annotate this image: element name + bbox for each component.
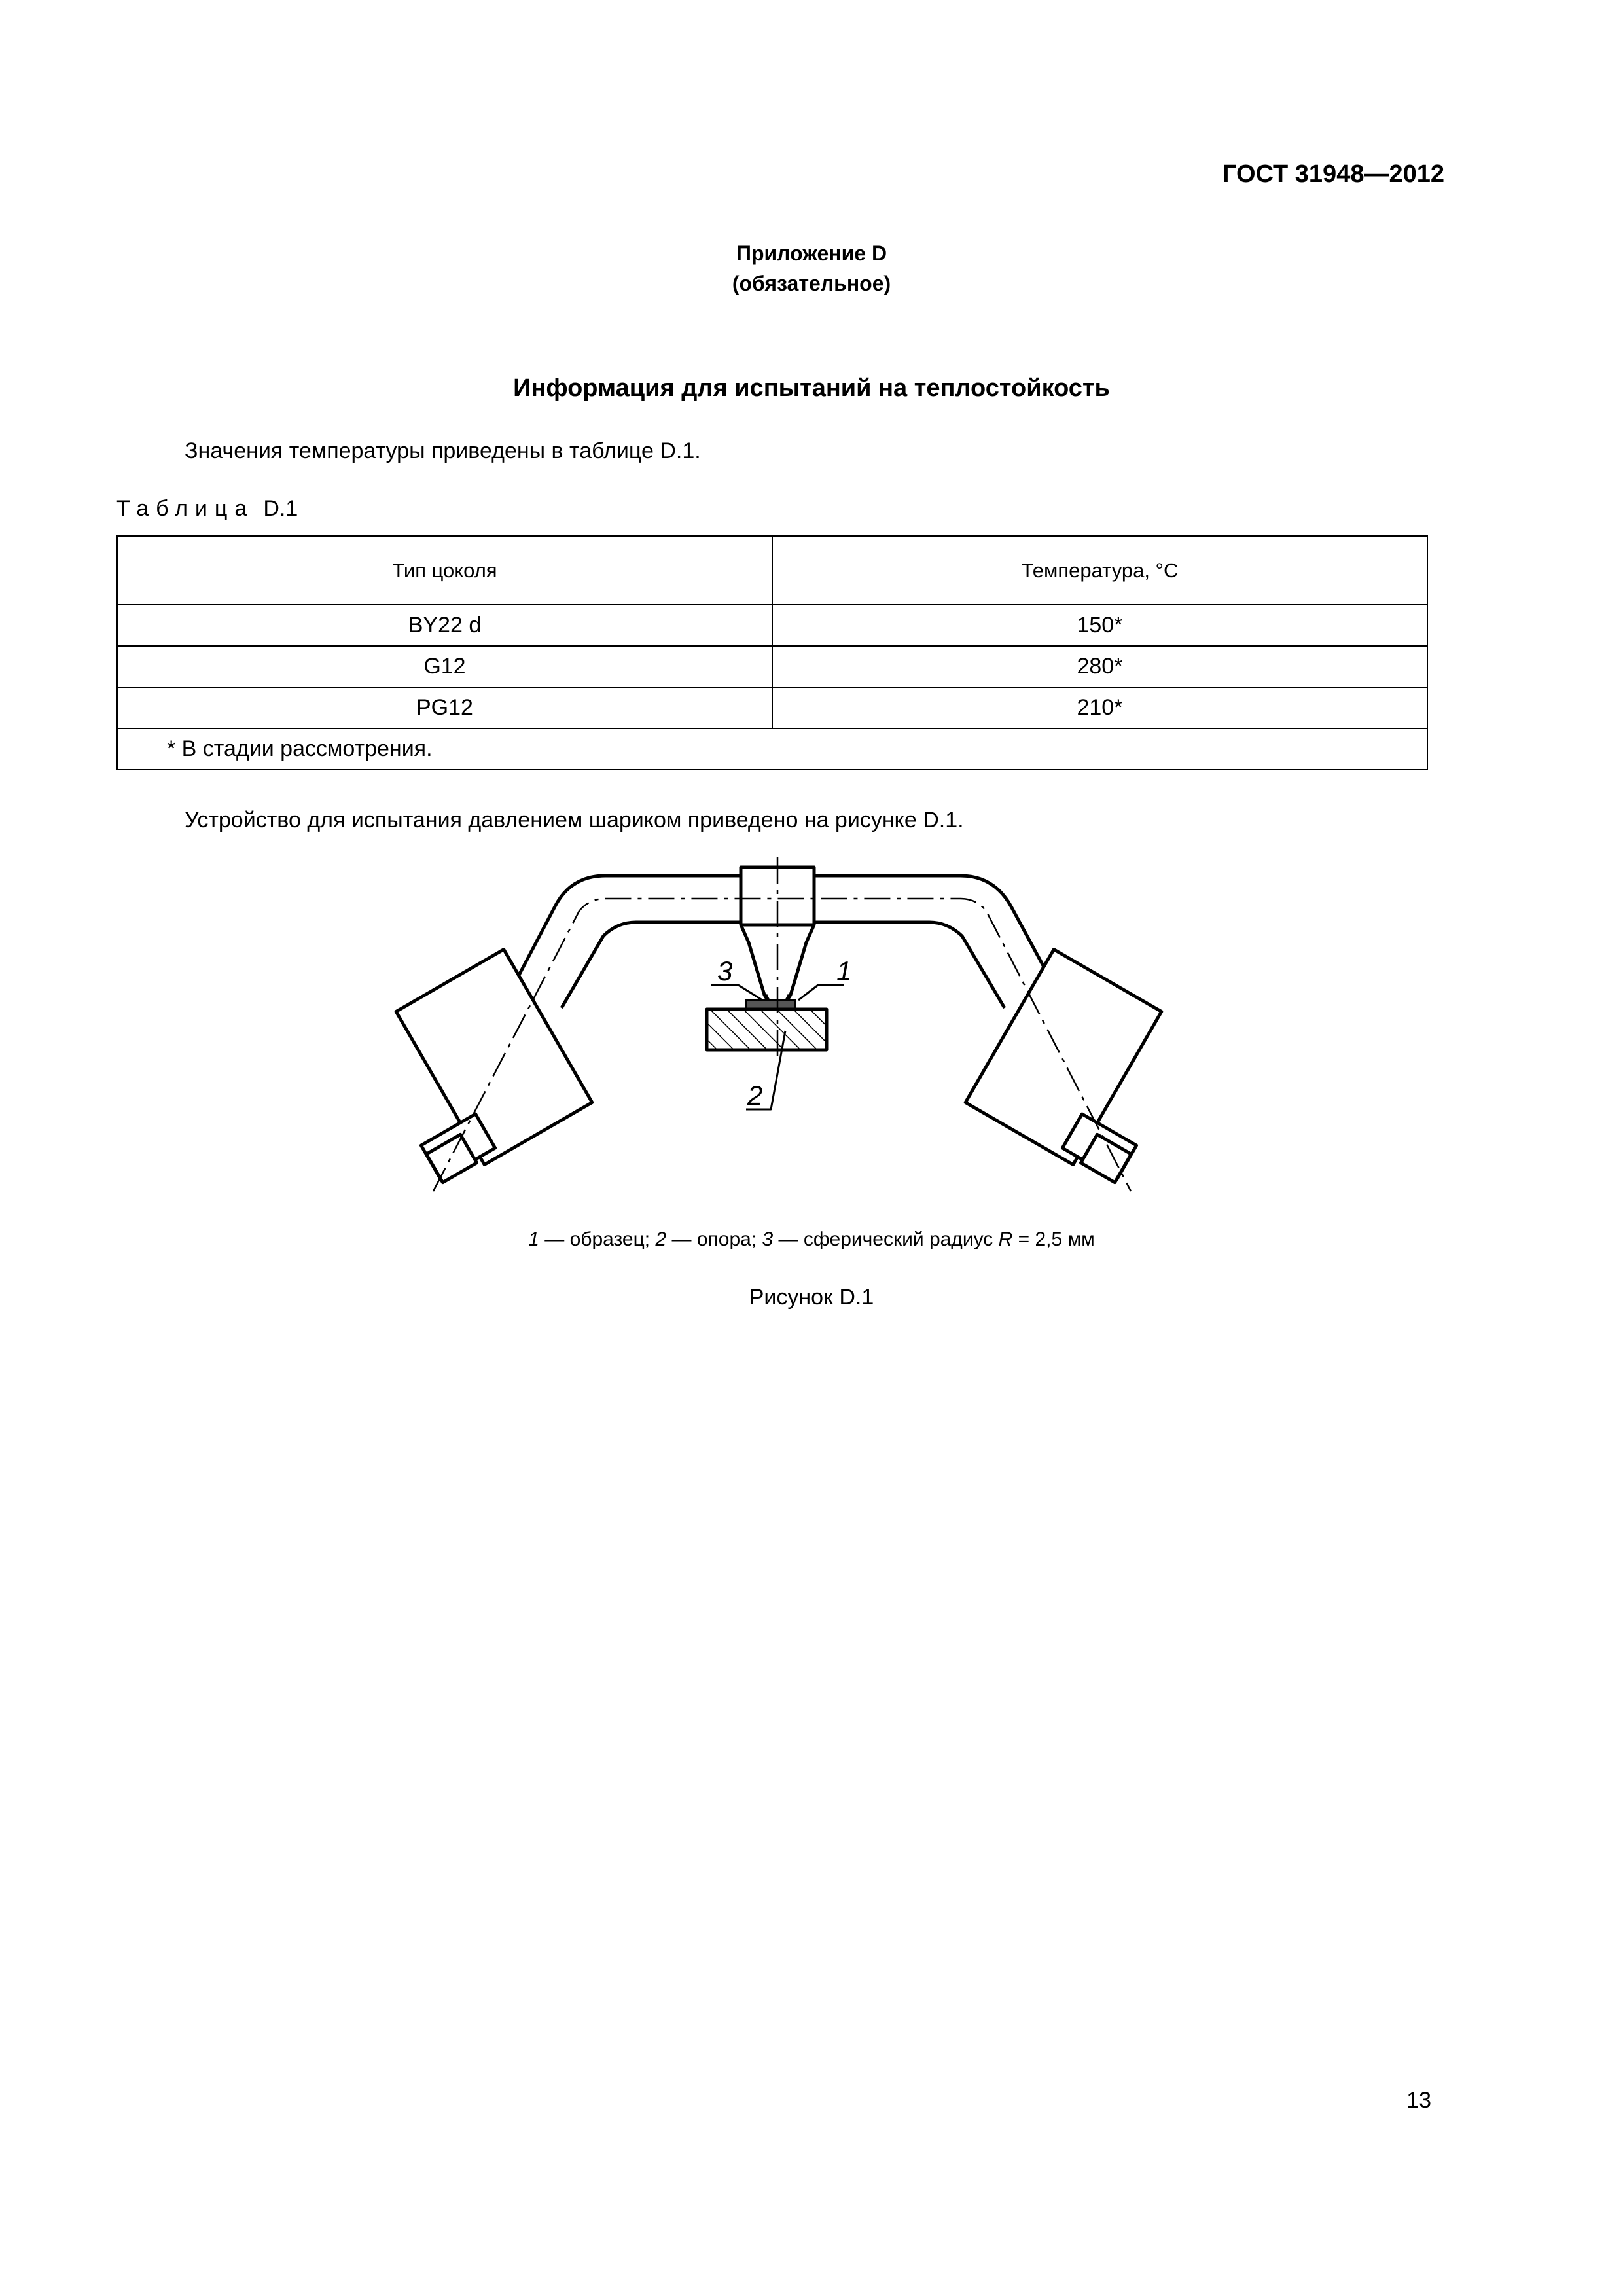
table-row [117,687,1427,728]
table-row [117,646,1427,687]
figure-legend [0,1229,1623,1251]
label-1: 1 [836,956,852,986]
table-cell: BY22 d [117,605,772,646]
support-block [707,1009,827,1050]
table-cell: G12 [117,646,772,687]
table-cell: PG12 [117,687,772,728]
annex-status: (обязательное) [732,272,891,295]
legend-radius-symbol: R [998,1229,1013,1250]
section-title: Информация для испытаний на теплостойкость [513,374,1110,402]
temperature-table [116,535,1428,770]
legend-text: — опора; [666,1229,762,1250]
table-row [117,605,1427,646]
legend-text: = 2,5 мм [1012,1229,1095,1250]
table-cell: 280* [772,646,1427,687]
right-weight [965,950,1162,1165]
legend-number: 3 [762,1229,774,1250]
figure-intro-paragraph: Устройство для испытания давлением шариком приведено на рисунке D.1. [185,808,964,833]
table-caption-word: Таблица [116,496,255,521]
table-header-row [117,536,1427,605]
left-weight-group [396,950,592,1183]
table-cell: 210* [772,687,1427,728]
legend-text: — образец; [539,1229,656,1250]
table-cell: 150* [772,605,1427,646]
leader-line-1 [798,985,844,1000]
table-caption-number: D.1 [263,496,298,521]
right-weight-group [965,950,1162,1183]
table-footnote: * В стадии рассмотрения. [117,728,1427,770]
ball-pressure-apparatus-drawing [353,851,1283,1217]
legend-number: 1 [528,1229,539,1250]
table-header-cell: Тип цоколя [117,536,772,605]
figure-caption: Рисунок D.1 [749,1285,874,1310]
legend-text: — сферический радиус [773,1229,999,1250]
table-caption [116,496,298,522]
annex-title: Приложение D [736,242,887,265]
legend-number: 2 [655,1229,667,1250]
intro-paragraph: Значения температуры приведены в таблице D.1. [185,439,701,463]
label-3: 3 [717,956,733,986]
table-header-cell: Температура, °C [772,536,1427,605]
label-2: 2 [747,1080,763,1111]
page-number: 13 [1406,2088,1431,2113]
leader-line-3 [711,985,762,1000]
frame-inner-line [562,922,1005,1008]
left-weight [396,950,592,1165]
document-code: ГОСТ 31948—2012 [1222,160,1444,188]
table-footnote-row [117,728,1427,770]
